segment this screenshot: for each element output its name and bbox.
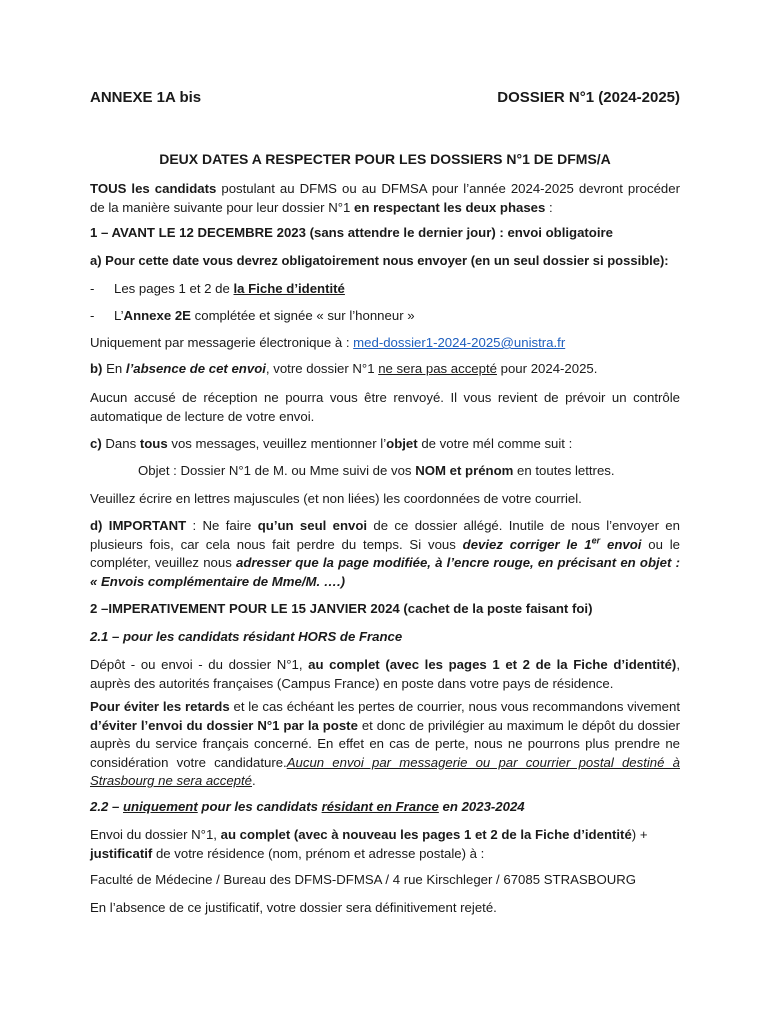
b-text-3: pour 2024-2025. <box>496 361 598 376</box>
b-text-1: En <box>102 361 126 376</box>
intro-paragraph <box>90 180 680 217</box>
retards-text-2: et donc de privilégier au maximum le dépôt du dossier auprès du service français concerné. En effet en cas de perte, nous ne pourrons plus prendre ne considération votre candidature. <box>90 717 681 770</box>
retards-bold-1: Pour éviter les retards <box>90 699 230 714</box>
header-right: DOSSIER N°1 (2024-2025) <box>497 89 680 106</box>
retards-italic-underlined: Aucun envoi par messagerie ou par courrier postal destiné à Strasbourg ne sera accepté <box>90 754 680 788</box>
objet-bold: NOM et prénom <box>415 463 514 478</box>
caps-line: Veuillez écrire en lettres majuscules (et non liées) les coordonnées de votre courriel. <box>90 491 582 506</box>
b-bold-italic: l’absence de cet envoi <box>125 361 266 376</box>
d-text-1: : Ne faire <box>186 518 258 533</box>
s22-text-2: pour les candidats <box>197 799 322 814</box>
b-label: b) <box>90 361 103 376</box>
paragraph-b <box>90 360 680 379</box>
objet-text-1: Objet : Dossier N°1 de M. ou Mme suivi de vos <box>138 463 416 478</box>
c-text-2: vos messages, veuillez mentionner l’ <box>167 436 387 451</box>
retards-text-1: et le cas échéant les pertes de courrier, nous vous recommandons vivement <box>229 699 680 714</box>
bullet2-text-1: L’ <box>114 308 124 323</box>
d-superscript: er <box>591 535 601 546</box>
bullet-dash: - <box>90 281 95 296</box>
bullet1-text: Les pages 1 et 2 de <box>114 281 234 296</box>
s22-text-1: 2.2 – <box>90 799 123 814</box>
retards-text-3: . <box>252 773 256 788</box>
depot-paragraph <box>90 656 680 693</box>
email-link[interactable]: med-dossier1-2024-2025@unistra.fr <box>353 335 566 350</box>
envoi-text-1: Envoi du dossier N°1, <box>90 827 221 842</box>
section-2-2-heading <box>90 798 680 817</box>
address-line: Faculté de Médecine / Bureau des DFMS-DFMSA / 4 rue Kirschleger / 67085 STRASBOURG <box>90 872 637 887</box>
bullet2-text-2: complétée et signée « sur l’honneur » <box>190 308 415 323</box>
bullet-annexe <box>90 307 680 326</box>
bullet1-underlined: la Fiche d’identité <box>233 281 345 296</box>
depot-text-2: , auprès des autorités françaises (Campus France) en poste dans votre pays de résidence. <box>90 657 680 691</box>
intro-text-2: : <box>545 199 553 215</box>
d-text-2: de ce dossier allégé. Inutile de nous l’envoyer en plusieurs fois, car cela nous fait perdre du temps. Si vous <box>90 518 680 552</box>
depot-bold: au complet (avec les pages 1 et 2 de la Fiche d’identité) <box>308 657 677 672</box>
d-bold-italic-3: adresser que la page modifiée, à l’encre rouge, en précisant en objet : « Envois complémentaire de Mme/M. ….) <box>90 555 681 589</box>
paragraph-c <box>90 435 680 454</box>
envoi-paragraph <box>90 826 680 863</box>
final-line: En l’absence de ce justificatif, votre dossier sera définitivement rejeté. <box>90 900 497 915</box>
section-2-1-heading: 2.1 – pour les candidats résidant HORS de France <box>90 629 403 644</box>
intro-bold-2: en respectant les deux phases <box>354 199 546 215</box>
b-underlined: ne sera pas accepté <box>378 361 497 376</box>
d-text-3: ou le compléter, veuillez nous <box>90 536 681 570</box>
d-bold-italic-1: deviez corriger le 1 <box>462 536 592 552</box>
envoi-bold-2: justificatif <box>90 845 153 861</box>
bullet-dash: - <box>90 308 95 323</box>
s22-underlined-2: résidant en France <box>321 799 439 814</box>
c-text-1: Dans <box>101 436 140 451</box>
intro-bold-1: TOUS les candidats <box>90 181 217 196</box>
retards-paragraph <box>90 698 680 791</box>
c-label: c) <box>90 436 102 451</box>
phase1-heading: 1 – AVANT LE 12 DECEMBRE 2023 (sans attendre le dernier jour) : envoi obligatoire <box>90 225 613 240</box>
envoi-text-3: de votre résidence (nom, prénom et adresse postale) à : <box>152 845 485 861</box>
envoi-bold-1: au complet (avec à nouveau les pages 1 et 2 de la Fiche d’identité <box>220 827 632 842</box>
header-left: ANNEXE 1A bis <box>90 89 202 106</box>
email-line <box>90 334 680 353</box>
intro-text-1: postulant au DFMS ou au DFMSA pour l’année 2024-2025 devront procéder de la manière suivante pour leur dossier N°1 <box>90 181 680 215</box>
retards-bold-2: d’éviter l’envoi du dossier N°1 par la poste <box>90 717 358 733</box>
b-text-2: , votre dossier N°1 <box>265 361 379 376</box>
d-bold-italic-2: envoi <box>600 536 642 552</box>
depot-text-1: Dépôt - ou envoi - du dossier N°1, <box>90 657 309 672</box>
c-bold-objet: objet <box>386 436 418 451</box>
document-title: DEUX DATES A RESPECTER POUR LES DOSSIERS N°1 DE DFMS/A <box>159 151 611 167</box>
receipt-paragraph: Aucun accusé de réception ne pourra vous être renvoyé. Il vous revient de prévoir un contrôle automatique de lecture de votre envoi. <box>90 390 680 424</box>
objet-line <box>90 462 680 481</box>
c-text-3: de votre mél comme suit : <box>417 436 573 451</box>
d-bold-seul-envoi: qu’un seul envoi <box>257 518 368 533</box>
bullet-fiche-identite <box>90 280 680 299</box>
paragraph-d <box>90 517 680 591</box>
objet-text-2: en toutes lettres. <box>513 463 615 478</box>
phase1-a-heading: a) Pour cette date vous devrez obligatoirement nous envoyer (en un seul dossier si possible): <box>90 253 669 268</box>
s22-text-3: en 2023-2024 <box>438 799 525 814</box>
email-line-text: Uniquement par messagerie électronique à : <box>90 335 354 350</box>
envoi-text-2: ) + <box>631 827 648 842</box>
s22-underlined-1: uniquement <box>123 799 198 814</box>
c-bold-tous: tous <box>139 436 168 451</box>
phase2-heading: 2 –IMPERATIVEMENT POUR LE 15 JANVIER 2024 (cachet de la poste faisant foi) <box>90 601 593 616</box>
d-label: d) IMPORTANT <box>90 518 187 533</box>
bullet2-bold: Annexe 2E <box>123 308 191 323</box>
